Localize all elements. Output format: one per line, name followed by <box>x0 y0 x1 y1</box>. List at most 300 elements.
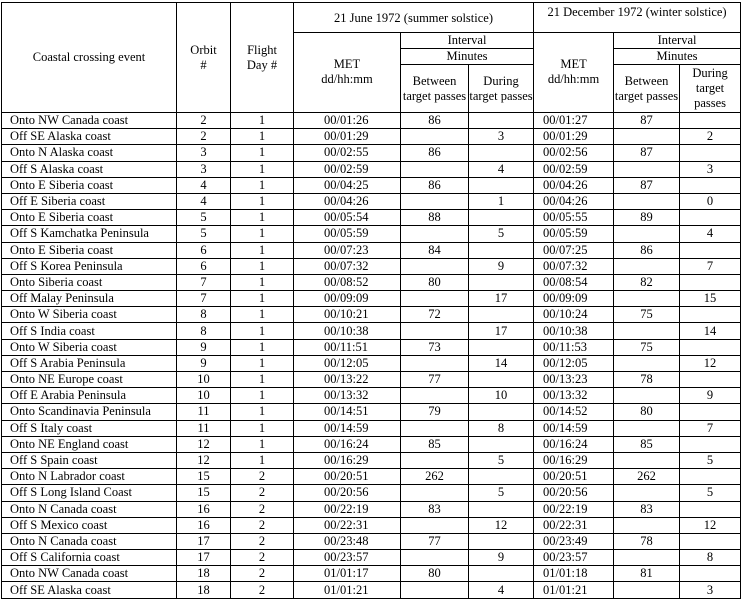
event-cell: Off E Siberia coast <box>2 193 177 209</box>
met-summer-cell: 00/07:32 <box>294 258 401 274</box>
met-summer-cell: 00/23:57 <box>294 550 401 566</box>
flight-day-cell: 1 <box>231 452 294 468</box>
during-summer-cell: 5 <box>469 452 534 468</box>
during-summer-cell: 3 <box>469 129 534 145</box>
flight-day-cell: 1 <box>231 177 294 193</box>
during-winter-cell: 4 <box>680 226 741 242</box>
between-summer-cell: 73 <box>401 339 469 355</box>
between-summer-cell: 77 <box>401 533 469 549</box>
met-winter-cell: 00/23:49 <box>534 533 614 549</box>
orbit-cell: 9 <box>177 339 231 355</box>
met-summer-cell: 00/14:51 <box>294 404 401 420</box>
table-row <box>2 517 741 533</box>
during-summer-cell: 8 <box>469 420 534 436</box>
during-winter-cell: 5 <box>680 485 741 501</box>
event-cell: Off SE Alaska coast <box>2 582 177 598</box>
orbit-header-label: Orbit # <box>190 43 217 72</box>
met-winter-cell: 00/05:55 <box>534 210 614 226</box>
event-cell: Onto N Labrador coast <box>2 469 177 485</box>
interval-summer-header: Interval <box>401 33 534 49</box>
table-row <box>2 485 741 501</box>
met-summer-cell: 00/05:59 <box>294 226 401 242</box>
orbit-cell: 7 <box>177 291 231 307</box>
between-winter-cell: 81 <box>614 566 680 582</box>
table-row <box>2 210 741 226</box>
flight-day-cell: 2 <box>231 501 294 517</box>
met-summer-cell: 00/10:21 <box>294 307 401 323</box>
flight-day-cell: 1 <box>231 161 294 177</box>
met-winter-cell: 00/14:59 <box>534 420 614 436</box>
table-row <box>2 161 741 177</box>
table-row <box>2 436 741 452</box>
flight-day-cell: 1 <box>231 339 294 355</box>
between-summer-cell: 86 <box>401 177 469 193</box>
met-winter-cell: 00/05:59 <box>534 226 614 242</box>
during-winter-cell: 12 <box>680 517 741 533</box>
table-row <box>2 307 741 323</box>
during-summer-cell <box>469 533 534 549</box>
during-summer-header: During target passes <box>469 65 534 113</box>
flight-day-header-label: Flight Day # <box>246 43 278 72</box>
during-summer-cell: 1 <box>469 193 534 209</box>
met-summer-cell: 00/23:48 <box>294 533 401 549</box>
during-winter-cell <box>680 210 741 226</box>
met-summer-cell: 00/04:25 <box>294 177 401 193</box>
between-summer-cell <box>401 582 469 598</box>
between-winter-header: Between target passes <box>614 65 680 113</box>
met-summer-cell: 01/01:21 <box>294 582 401 598</box>
orbit-cell: 18 <box>177 582 231 598</box>
met-winter-label: MET dd/hh:mm <box>547 57 600 86</box>
met-winter-cell: 00/13:23 <box>534 372 614 388</box>
event-cell: Onto NW Canada coast <box>2 113 177 129</box>
met-summer-cell: 00/11:51 <box>294 339 401 355</box>
met-winter-cell: 00/07:25 <box>534 242 614 258</box>
table-row <box>2 129 741 145</box>
during-winter-cell: 9 <box>680 388 741 404</box>
met-summer-cell: 00/08:52 <box>294 274 401 290</box>
during-winter-cell <box>680 145 741 161</box>
orbit-cell: 3 <box>177 145 231 161</box>
met-summer-cell: 00/20:56 <box>294 485 401 501</box>
between-summer-cell: 88 <box>401 210 469 226</box>
during-summer-cell: 17 <box>469 323 534 339</box>
table-row <box>2 533 741 549</box>
event-cell: Onto E Siberia coast <box>2 210 177 226</box>
between-summer-cell <box>401 388 469 404</box>
between-winter-cell: 75 <box>614 339 680 355</box>
flight-day-cell: 1 <box>231 258 294 274</box>
event-cell: Onto NW Canada coast <box>2 566 177 582</box>
met-summer-cell: 00/13:22 <box>294 372 401 388</box>
table-row <box>2 355 741 371</box>
table-row <box>2 274 741 290</box>
met-summer-cell: 00/09:09 <box>294 291 401 307</box>
event-cell: Onto Siberia coast <box>2 274 177 290</box>
during-summer-cell <box>469 566 534 582</box>
event-cell: Onto E Siberia coast <box>2 177 177 193</box>
event-cell: Onto W Siberia coast <box>2 307 177 323</box>
table-row <box>2 226 741 242</box>
between-summer-cell: 86 <box>401 145 469 161</box>
orbit-cell: 17 <box>177 550 231 566</box>
minutes-winter-header: Minutes <box>614 49 741 65</box>
event-cell: Onto NE England coast <box>2 436 177 452</box>
flight-day-cell: 1 <box>231 307 294 323</box>
orbit-cell: 6 <box>177 258 231 274</box>
flight-day-cell: 1 <box>231 274 294 290</box>
met-winter-cell: 00/09:09 <box>534 291 614 307</box>
between-summer-cell <box>401 452 469 468</box>
met-winter-cell: 00/10:24 <box>534 307 614 323</box>
met-winter-cell: 00/01:27 <box>534 113 614 129</box>
between-winter-cell <box>614 193 680 209</box>
table-row <box>2 372 741 388</box>
table-row <box>2 469 741 485</box>
flight-day-cell: 1 <box>231 420 294 436</box>
met-winter-cell: 00/04:26 <box>534 193 614 209</box>
flight-day-cell: 1 <box>231 113 294 129</box>
between-summer-cell: 84 <box>401 242 469 258</box>
during-winter-cell: 12 <box>680 355 741 371</box>
met-winter-cell: 00/16:24 <box>534 436 614 452</box>
table-row <box>2 113 741 129</box>
met-winter-cell: 00/02:56 <box>534 145 614 161</box>
during-winter-cell <box>680 501 741 517</box>
during-winter-cell <box>680 177 741 193</box>
event-cell: Off S Italy coast <box>2 420 177 436</box>
flight-day-cell: 1 <box>231 193 294 209</box>
during-winter-cell: 5 <box>680 452 741 468</box>
event-cell: Off S California coast <box>2 550 177 566</box>
during-summer-cell <box>469 242 534 258</box>
between-summer-cell: 262 <box>401 469 469 485</box>
between-winter-cell <box>614 485 680 501</box>
orbit-cell: 8 <box>177 323 231 339</box>
flight-day-cell: 2 <box>231 469 294 485</box>
between-winter-cell <box>614 582 680 598</box>
during-summer-cell <box>469 210 534 226</box>
during-summer-cell: 14 <box>469 355 534 371</box>
between-winter-cell <box>614 550 680 566</box>
between-winter-cell: 86 <box>614 242 680 258</box>
between-winter-cell <box>614 129 680 145</box>
during-summer-cell <box>469 274 534 290</box>
flight-day-cell: 1 <box>231 355 294 371</box>
table-row <box>2 258 741 274</box>
during-winter-cell <box>680 533 741 549</box>
during-summer-cell: 4 <box>469 161 534 177</box>
between-winter-cell <box>614 388 680 404</box>
between-winter-cell: 80 <box>614 404 680 420</box>
during-winter-header: During target passes <box>680 65 741 113</box>
met-winter-cell: 00/23:57 <box>534 550 614 566</box>
between-winter-cell: 87 <box>614 177 680 193</box>
between-winter-cell: 87 <box>614 113 680 129</box>
event-cell: Onto N Canada coast <box>2 501 177 517</box>
met-winter-cell: 00/20:51 <box>534 469 614 485</box>
during-summer-cell <box>469 501 534 517</box>
orbit-cell: 15 <box>177 485 231 501</box>
met-summer-cell: 00/07:23 <box>294 242 401 258</box>
orbit-cell: 7 <box>177 274 231 290</box>
flight-day-cell: 1 <box>231 129 294 145</box>
between-winter-cell <box>614 291 680 307</box>
flight-day-cell: 2 <box>231 485 294 501</box>
event-cell: Off S Long Island Coast <box>2 485 177 501</box>
event-cell: Onto W Siberia coast <box>2 339 177 355</box>
table-header <box>2 3 741 113</box>
orbit-cell: 9 <box>177 355 231 371</box>
between-winter-cell: 89 <box>614 210 680 226</box>
during-winter-cell <box>680 307 741 323</box>
table-row <box>2 291 741 307</box>
met-winter-cell: 01/01:18 <box>534 566 614 582</box>
event-cell: Off S Kamchatka Peninsula <box>2 226 177 242</box>
met-summer-cell: 00/01:26 <box>294 113 401 129</box>
event-cell: Off S India coast <box>2 323 177 339</box>
orbit-cell: 16 <box>177 501 231 517</box>
event-cell: Off Malay Peninsula <box>2 291 177 307</box>
met-winter-cell: 00/14:52 <box>534 404 614 420</box>
during-winter-cell: 8 <box>680 550 741 566</box>
during-summer-cell: 17 <box>469 291 534 307</box>
table-row <box>2 420 741 436</box>
flight-day-cell: 1 <box>231 145 294 161</box>
met-summer-header <box>294 33 401 113</box>
during-summer-cell: 5 <box>469 485 534 501</box>
met-winter-cell: 00/10:38 <box>534 323 614 339</box>
flight-day-cell: 2 <box>231 517 294 533</box>
event-cell: Off S Mexico coast <box>2 517 177 533</box>
met-summer-cell: 00/13:32 <box>294 388 401 404</box>
event-cell: Onto E Siberia coast <box>2 242 177 258</box>
met-winter-header <box>534 33 614 113</box>
during-summer-cell <box>469 372 534 388</box>
event-cell: Onto N Alaska coast <box>2 145 177 161</box>
orbit-cell: 11 <box>177 420 231 436</box>
event-cell: Off S Spain coast <box>2 452 177 468</box>
between-summer-cell: 85 <box>401 436 469 452</box>
orbit-cell: 4 <box>177 193 231 209</box>
table-row <box>2 145 741 161</box>
orbit-cell: 10 <box>177 388 231 404</box>
between-winter-cell: 85 <box>614 436 680 452</box>
orbit-cell: 4 <box>177 177 231 193</box>
table-row <box>2 566 741 582</box>
between-winter-cell <box>614 517 680 533</box>
orbit-cell: 3 <box>177 161 231 177</box>
between-summer-cell <box>401 161 469 177</box>
flight-day-cell: 2 <box>231 550 294 566</box>
during-summer-cell: 12 <box>469 517 534 533</box>
orbit-cell: 6 <box>177 242 231 258</box>
during-winter-cell <box>680 404 741 420</box>
met-winter-cell: 00/16:29 <box>534 452 614 468</box>
flight-day-cell: 1 <box>231 404 294 420</box>
event-column-header: Coastal crossing event <box>2 3 177 113</box>
during-summer-cell <box>469 145 534 161</box>
table-row <box>2 452 741 468</box>
during-summer-cell: 9 <box>469 550 534 566</box>
orbit-cell: 11 <box>177 404 231 420</box>
between-summer-cell: 86 <box>401 113 469 129</box>
during-summer-cell: 5 <box>469 226 534 242</box>
met-winter-cell: 00/04:26 <box>534 177 614 193</box>
during-winter-cell: 7 <box>680 420 741 436</box>
between-winter-cell <box>614 452 680 468</box>
orbit-cell: 17 <box>177 533 231 549</box>
met-summer-cell: 00/05:54 <box>294 210 401 226</box>
met-summer-cell: 00/14:59 <box>294 420 401 436</box>
between-winter-cell <box>614 258 680 274</box>
during-winter-cell: 0 <box>680 193 741 209</box>
orbit-cell: 2 <box>177 113 231 129</box>
between-summer-cell: 80 <box>401 274 469 290</box>
event-cell: Off S Korea Peninsula <box>2 258 177 274</box>
event-cell: Onto Scandinavia Peninsula <box>2 404 177 420</box>
during-winter-cell <box>680 242 741 258</box>
met-winter-cell: 00/20:56 <box>534 485 614 501</box>
between-summer-cell <box>401 550 469 566</box>
table-row <box>2 550 741 566</box>
met-winter-cell: 00/22:31 <box>534 517 614 533</box>
flight-day-cell: 1 <box>231 388 294 404</box>
met-summer-cell: 00/01:29 <box>294 129 401 145</box>
between-winter-cell <box>614 323 680 339</box>
table-row <box>2 388 741 404</box>
between-summer-header: Between target passes <box>401 65 469 113</box>
flight-day-cell: 2 <box>231 533 294 549</box>
orbit-column-header <box>177 3 231 113</box>
met-summer-cell: 00/12:05 <box>294 355 401 371</box>
met-winter-cell: 00/08:54 <box>534 274 614 290</box>
during-summer-cell <box>469 113 534 129</box>
orbit-cell: 5 <box>177 226 231 242</box>
flight-day-cell: 1 <box>231 210 294 226</box>
during-winter-cell: 7 <box>680 258 741 274</box>
flight-day-cell: 2 <box>231 566 294 582</box>
flight-day-cell: 1 <box>231 242 294 258</box>
during-winter-cell <box>680 274 741 290</box>
between-summer-cell <box>401 291 469 307</box>
during-winter-cell <box>680 372 741 388</box>
during-summer-cell: 9 <box>469 258 534 274</box>
met-summer-cell: 00/22:19 <box>294 501 401 517</box>
during-winter-cell <box>680 436 741 452</box>
flight-day-cell: 1 <box>231 291 294 307</box>
met-winter-cell: 00/22:19 <box>534 501 614 517</box>
event-cell: Off S Arabia Peninsula <box>2 355 177 371</box>
between-summer-cell <box>401 355 469 371</box>
met-summer-cell: 00/22:31 <box>294 517 401 533</box>
met-winter-cell: 00/12:05 <box>534 355 614 371</box>
orbit-cell: 15 <box>177 469 231 485</box>
between-winter-cell <box>614 420 680 436</box>
event-cell: Off SE Alaska coast <box>2 129 177 145</box>
between-summer-cell: 80 <box>401 566 469 582</box>
winter-solstice-header: 21 December 1972 (winter solstice) <box>534 3 741 33</box>
between-summer-cell: 83 <box>401 501 469 517</box>
flight-day-cell: 2 <box>231 582 294 598</box>
during-winter-cell <box>680 469 741 485</box>
met-winter-cell: 00/11:53 <box>534 339 614 355</box>
during-winter-cell: 2 <box>680 129 741 145</box>
between-summer-cell <box>401 323 469 339</box>
during-winter-cell <box>680 113 741 129</box>
coastal-crossing-table <box>1 2 741 599</box>
during-summer-cell: 4 <box>469 582 534 598</box>
orbit-cell: 2 <box>177 129 231 145</box>
met-winter-cell: 00/01:29 <box>534 129 614 145</box>
event-cell: Off S Alaska coast <box>2 161 177 177</box>
orbit-cell: 16 <box>177 517 231 533</box>
orbit-cell: 18 <box>177 566 231 582</box>
between-winter-cell: 75 <box>614 307 680 323</box>
table-row <box>2 404 741 420</box>
between-summer-cell <box>401 420 469 436</box>
during-winter-cell: 3 <box>680 582 741 598</box>
during-winter-cell: 14 <box>680 323 741 339</box>
met-summer-cell: 01/01:17 <box>294 566 401 582</box>
flight-day-cell: 1 <box>231 226 294 242</box>
flight-day-cell: 1 <box>231 436 294 452</box>
during-summer-cell <box>469 404 534 420</box>
during-winter-cell <box>680 566 741 582</box>
between-summer-cell: 77 <box>401 372 469 388</box>
met-summer-cell: 00/20:51 <box>294 469 401 485</box>
between-summer-cell: 72 <box>401 307 469 323</box>
table-row <box>2 323 741 339</box>
met-summer-cell: 00/16:29 <box>294 452 401 468</box>
event-cell: Onto NE Europe coast <box>2 372 177 388</box>
table-row <box>2 193 741 209</box>
between-winter-cell: 87 <box>614 145 680 161</box>
flight-day-cell: 1 <box>231 372 294 388</box>
between-summer-cell <box>401 226 469 242</box>
between-winter-cell: 82 <box>614 274 680 290</box>
between-winter-cell <box>614 226 680 242</box>
between-winter-cell: 78 <box>614 372 680 388</box>
between-summer-cell <box>401 193 469 209</box>
table-row <box>2 339 741 355</box>
event-cell: Onto N Canada coast <box>2 533 177 549</box>
met-winter-cell: 00/07:32 <box>534 258 614 274</box>
during-winter-cell: 15 <box>680 291 741 307</box>
summer-solstice-header: 21 June 1972 (summer solstice) <box>294 3 534 33</box>
table-row <box>2 177 741 193</box>
orbit-cell: 12 <box>177 452 231 468</box>
met-summer-label: MET dd/hh:mm <box>321 57 373 86</box>
during-summer-cell: 10 <box>469 388 534 404</box>
met-winter-cell: 00/13:32 <box>534 388 614 404</box>
event-cell: Off E Arabia Peninsula <box>2 388 177 404</box>
table-row <box>2 242 741 258</box>
between-winter-cell: 262 <box>614 469 680 485</box>
flight-day-cell: 1 <box>231 323 294 339</box>
between-summer-cell <box>401 258 469 274</box>
between-summer-cell <box>401 485 469 501</box>
between-summer-cell <box>401 129 469 145</box>
table-row <box>2 582 741 598</box>
between-winter-cell: 78 <box>614 533 680 549</box>
during-summer-cell <box>469 339 534 355</box>
orbit-cell: 10 <box>177 372 231 388</box>
met-summer-cell: 00/04:26 <box>294 193 401 209</box>
during-winter-cell: 3 <box>680 161 741 177</box>
during-summer-cell <box>469 307 534 323</box>
table-body <box>2 113 741 599</box>
